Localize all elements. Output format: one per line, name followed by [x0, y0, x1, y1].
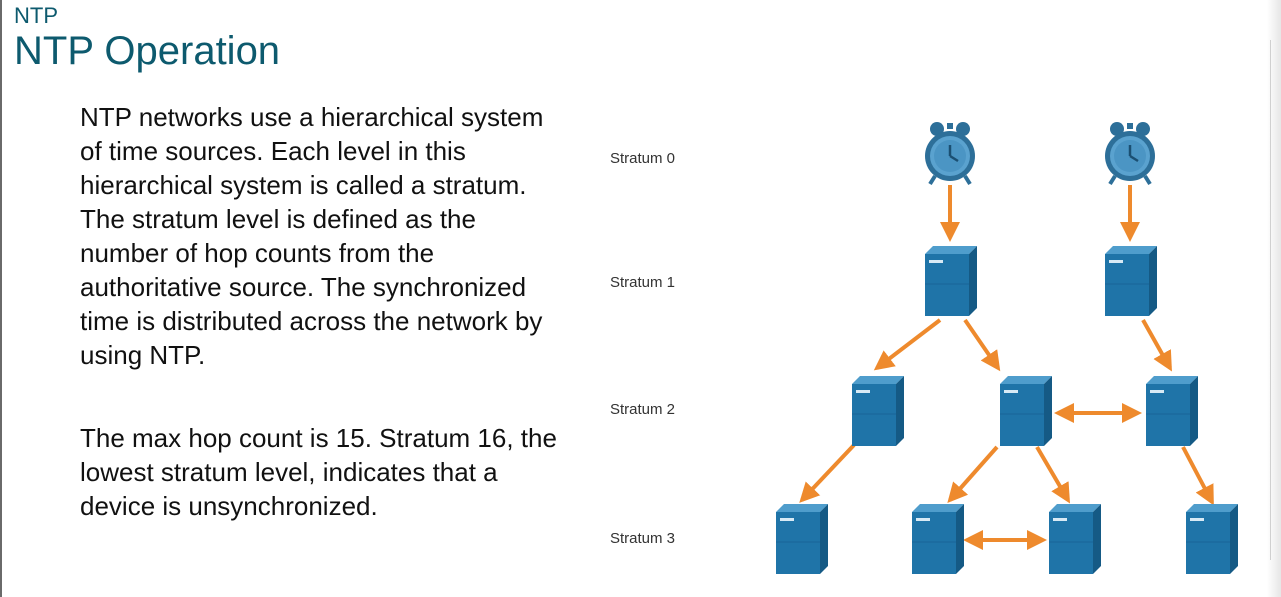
stratum-2-label: Stratum 2: [610, 401, 676, 418]
arrow-s1-a-to-s2-a: [877, 320, 940, 368]
right-frame-edge: [1267, 0, 1281, 597]
server-icon: [1000, 376, 1052, 446]
stratum-0-label: Stratum 0: [610, 150, 676, 167]
alarm-clock-icon: [1105, 122, 1155, 184]
alarm-clock-icon: [925, 122, 975, 184]
page-title: NTP Operation: [14, 29, 281, 73]
server-icon: [852, 376, 904, 446]
arrow-s2-c-to-s3-d: [1183, 447, 1212, 502]
server-icon: [1049, 504, 1101, 574]
arrow-s1-b-to-s2-c: [1143, 320, 1170, 368]
stratum-1-label: Stratum 1: [610, 274, 676, 291]
server-icon: [1105, 246, 1157, 316]
arrow-s1-a-to-s2-b: [965, 320, 998, 368]
arrow-s2-b-to-s3-b: [950, 447, 997, 500]
left-frame-border: [0, 0, 2, 597]
server-icon: [1146, 376, 1198, 446]
arrow-s2-a-to-s3-a: [802, 445, 854, 500]
server-icon: [1186, 504, 1238, 574]
connection-arrows: [802, 185, 1212, 540]
server-icon: [912, 504, 964, 574]
arrow-s2-b-to-s3-c: [1037, 447, 1068, 500]
server-icon: [925, 246, 977, 316]
section-label: NTP: [14, 3, 58, 28]
server-icon: [776, 504, 828, 574]
hop-count-paragraph: The max hop count is 15. Stratum 16, the lowest stratum level, indicates that a device is unsynchronized.: [80, 423, 557, 521]
description-paragraph: NTP networks use a hierarchical system of time sources. Each level in this hierarchical system is called a stratum. The stratum level is defined as the number of hop counts from the authoritative source. The synchronized time is distributed across the network by using NTP.: [80, 102, 544, 370]
ntp-hierarchy-diagram: [590, 110, 1250, 585]
stratum-3-label: Stratum 3: [610, 530, 676, 547]
server-nodes: [776, 246, 1238, 574]
